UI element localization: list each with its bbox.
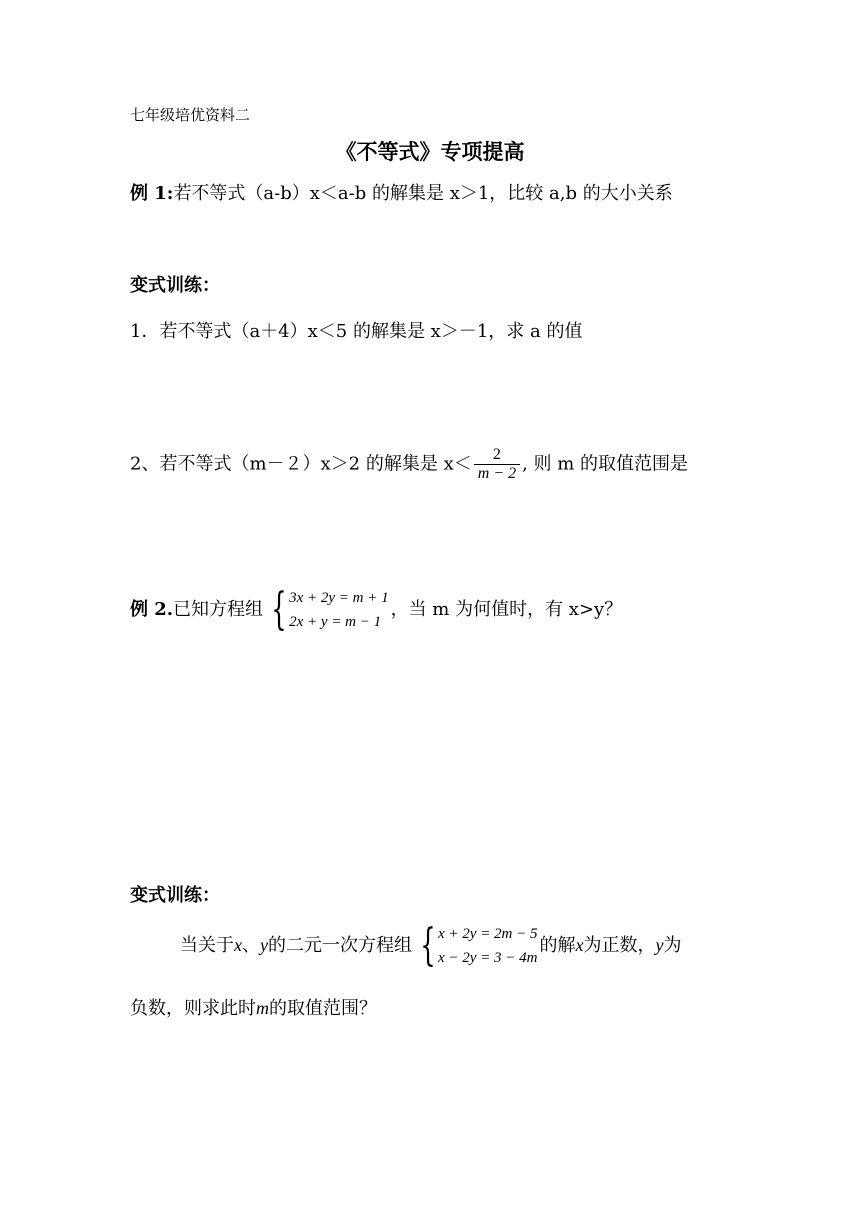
variant-2-line-1 <box>180 922 682 970</box>
equation-1: 3x + 2y = m + 1 <box>289 590 389 606</box>
document-header: 七年级培优资料二 <box>130 106 251 124</box>
example-1 <box>130 182 673 206</box>
variant-2-text-a: 当关于 <box>180 935 234 956</box>
equation-2: 2x + y = m − 1 <box>289 614 382 630</box>
variant-2-line-2-a: 负数，则求此时 <box>130 998 256 1019</box>
example-2 <box>130 586 622 634</box>
equation-4: x − 2y = 3 − 4m <box>438 950 538 966</box>
question-2-text-before: 2、若不等式（m－２）x＞2 的解集是 x＜ <box>130 453 472 475</box>
example-2-text-before: 已知方程组 <box>173 599 264 620</box>
variant-2-text-b: 的二元一次方程组 <box>268 935 412 956</box>
var-x-2: x <box>575 935 584 955</box>
question-2 <box>130 446 688 483</box>
example-2-text-after: ，当 m 为何值时，有 x>y？ <box>390 599 623 620</box>
variant-2-text-c: 的解 <box>539 935 576 956</box>
variant-2-text-d: 为正数， <box>583 935 656 956</box>
example-1-text: 若不等式（a-b）x＜a-b 的解集是 x＞1，比较 a,b 的大小关系 <box>173 183 673 204</box>
question-1: 1．若不等式（a＋4）x＜5 的解集是 x＞－1，求 a 的值 <box>130 321 583 342</box>
fraction-denominator: m − 2 <box>474 464 520 483</box>
separator: 、 <box>242 935 260 956</box>
brace-icon: { <box>271 584 287 635</box>
equation-system-1 <box>265 586 389 634</box>
variant-2-line-2-b: 的取值范围？ <box>269 998 377 1019</box>
variant-2-line-2 <box>130 996 377 1021</box>
fraction-numerator: 2 <box>492 446 501 463</box>
equation-3: x + 2y = 2m − 5 <box>438 926 538 942</box>
var-m: m <box>256 998 269 1018</box>
example-2-label: 例 2. <box>130 599 174 620</box>
variant-training-heading-1: 变式训练： <box>130 275 220 296</box>
var-y-2: y <box>655 935 664 955</box>
variant-2-text-e: 为 <box>663 935 682 956</box>
brace-icon: { <box>420 920 436 971</box>
var-x: x <box>234 935 242 955</box>
equation-system-2 <box>414 922 538 970</box>
question-2-text-after: , 则 m 的取值范围是 <box>522 453 689 475</box>
page-title: 《不等式》专项提高 <box>335 139 525 164</box>
var-y: y <box>260 935 268 955</box>
example-1-label: 例 1: <box>130 183 174 204</box>
variant-training-heading-2: 变式训练： <box>130 885 220 906</box>
fraction <box>474 446 520 483</box>
